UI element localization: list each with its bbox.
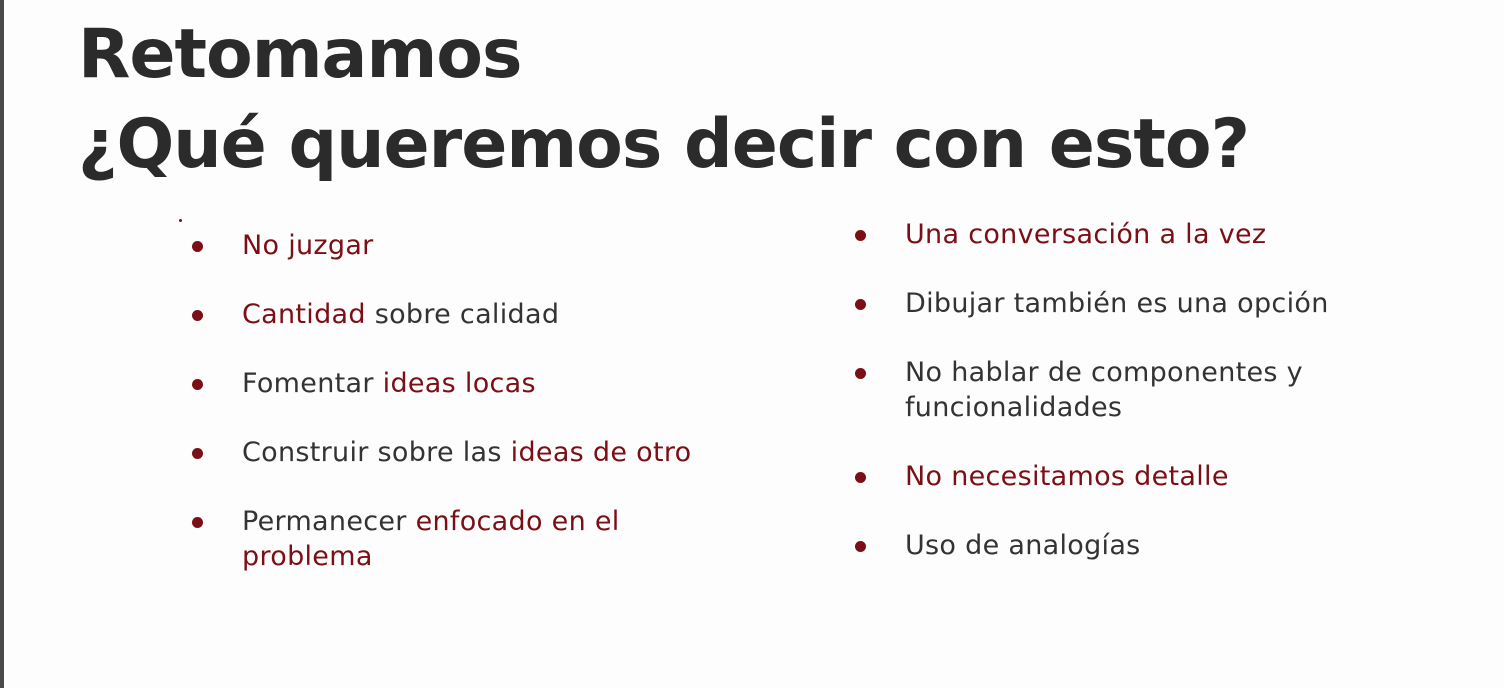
left-bullet-list [190,228,750,608]
stray-dot-mark [179,219,182,222]
list-item [853,528,1373,563]
item-text: Fomentar [242,368,383,399]
list-item [190,228,750,263]
item-emphasis: ideas locas [382,368,536,399]
bullet-dot-icon [192,310,203,321]
list-item [190,435,750,470]
item-text: sobre calidad [365,299,560,330]
bullet-dot-icon [855,230,866,241]
item-emphasis: ideas de otro [510,437,692,468]
list-item [853,217,1373,252]
bullet-dot-icon [855,299,866,310]
bullet-dot-icon [855,368,866,379]
item-emphasis: enfocado en el problema [242,506,620,572]
bullet-dot-icon [855,472,866,483]
bullet-dot-icon [192,379,203,390]
list-item [190,504,750,574]
slide-title [78,10,1249,190]
slide [4,0,1504,688]
bullet-dot-icon [192,241,203,252]
bullet-dot-icon [192,517,203,528]
item-emphasis: Una conversación a la vez [905,219,1267,250]
item-text: Uso de analogías [905,530,1141,561]
item-emphasis: No necesitamos detalle [905,461,1229,492]
item-text: No hablar de componentes y funcionalidades [905,357,1303,423]
list-item [190,366,750,401]
list-item [853,355,1373,425]
title-line-2: ¿Qué queremos decir con esto? [78,105,1250,184]
item-text: Construir sobre las [242,437,511,468]
list-item [853,286,1373,321]
item-text: Dibujar también es una opción [905,288,1329,319]
bullet-dot-icon [192,448,203,459]
list-item [190,297,750,332]
item-emphasis: No juzgar [242,230,374,261]
list-item [853,459,1373,494]
title-line-1: Retomamos [78,15,522,94]
bullet-dot-icon [855,541,866,552]
right-bullet-list [853,217,1373,597]
item-emphasis: Cantidad [242,299,366,330]
item-text: Permanecer [242,506,416,537]
